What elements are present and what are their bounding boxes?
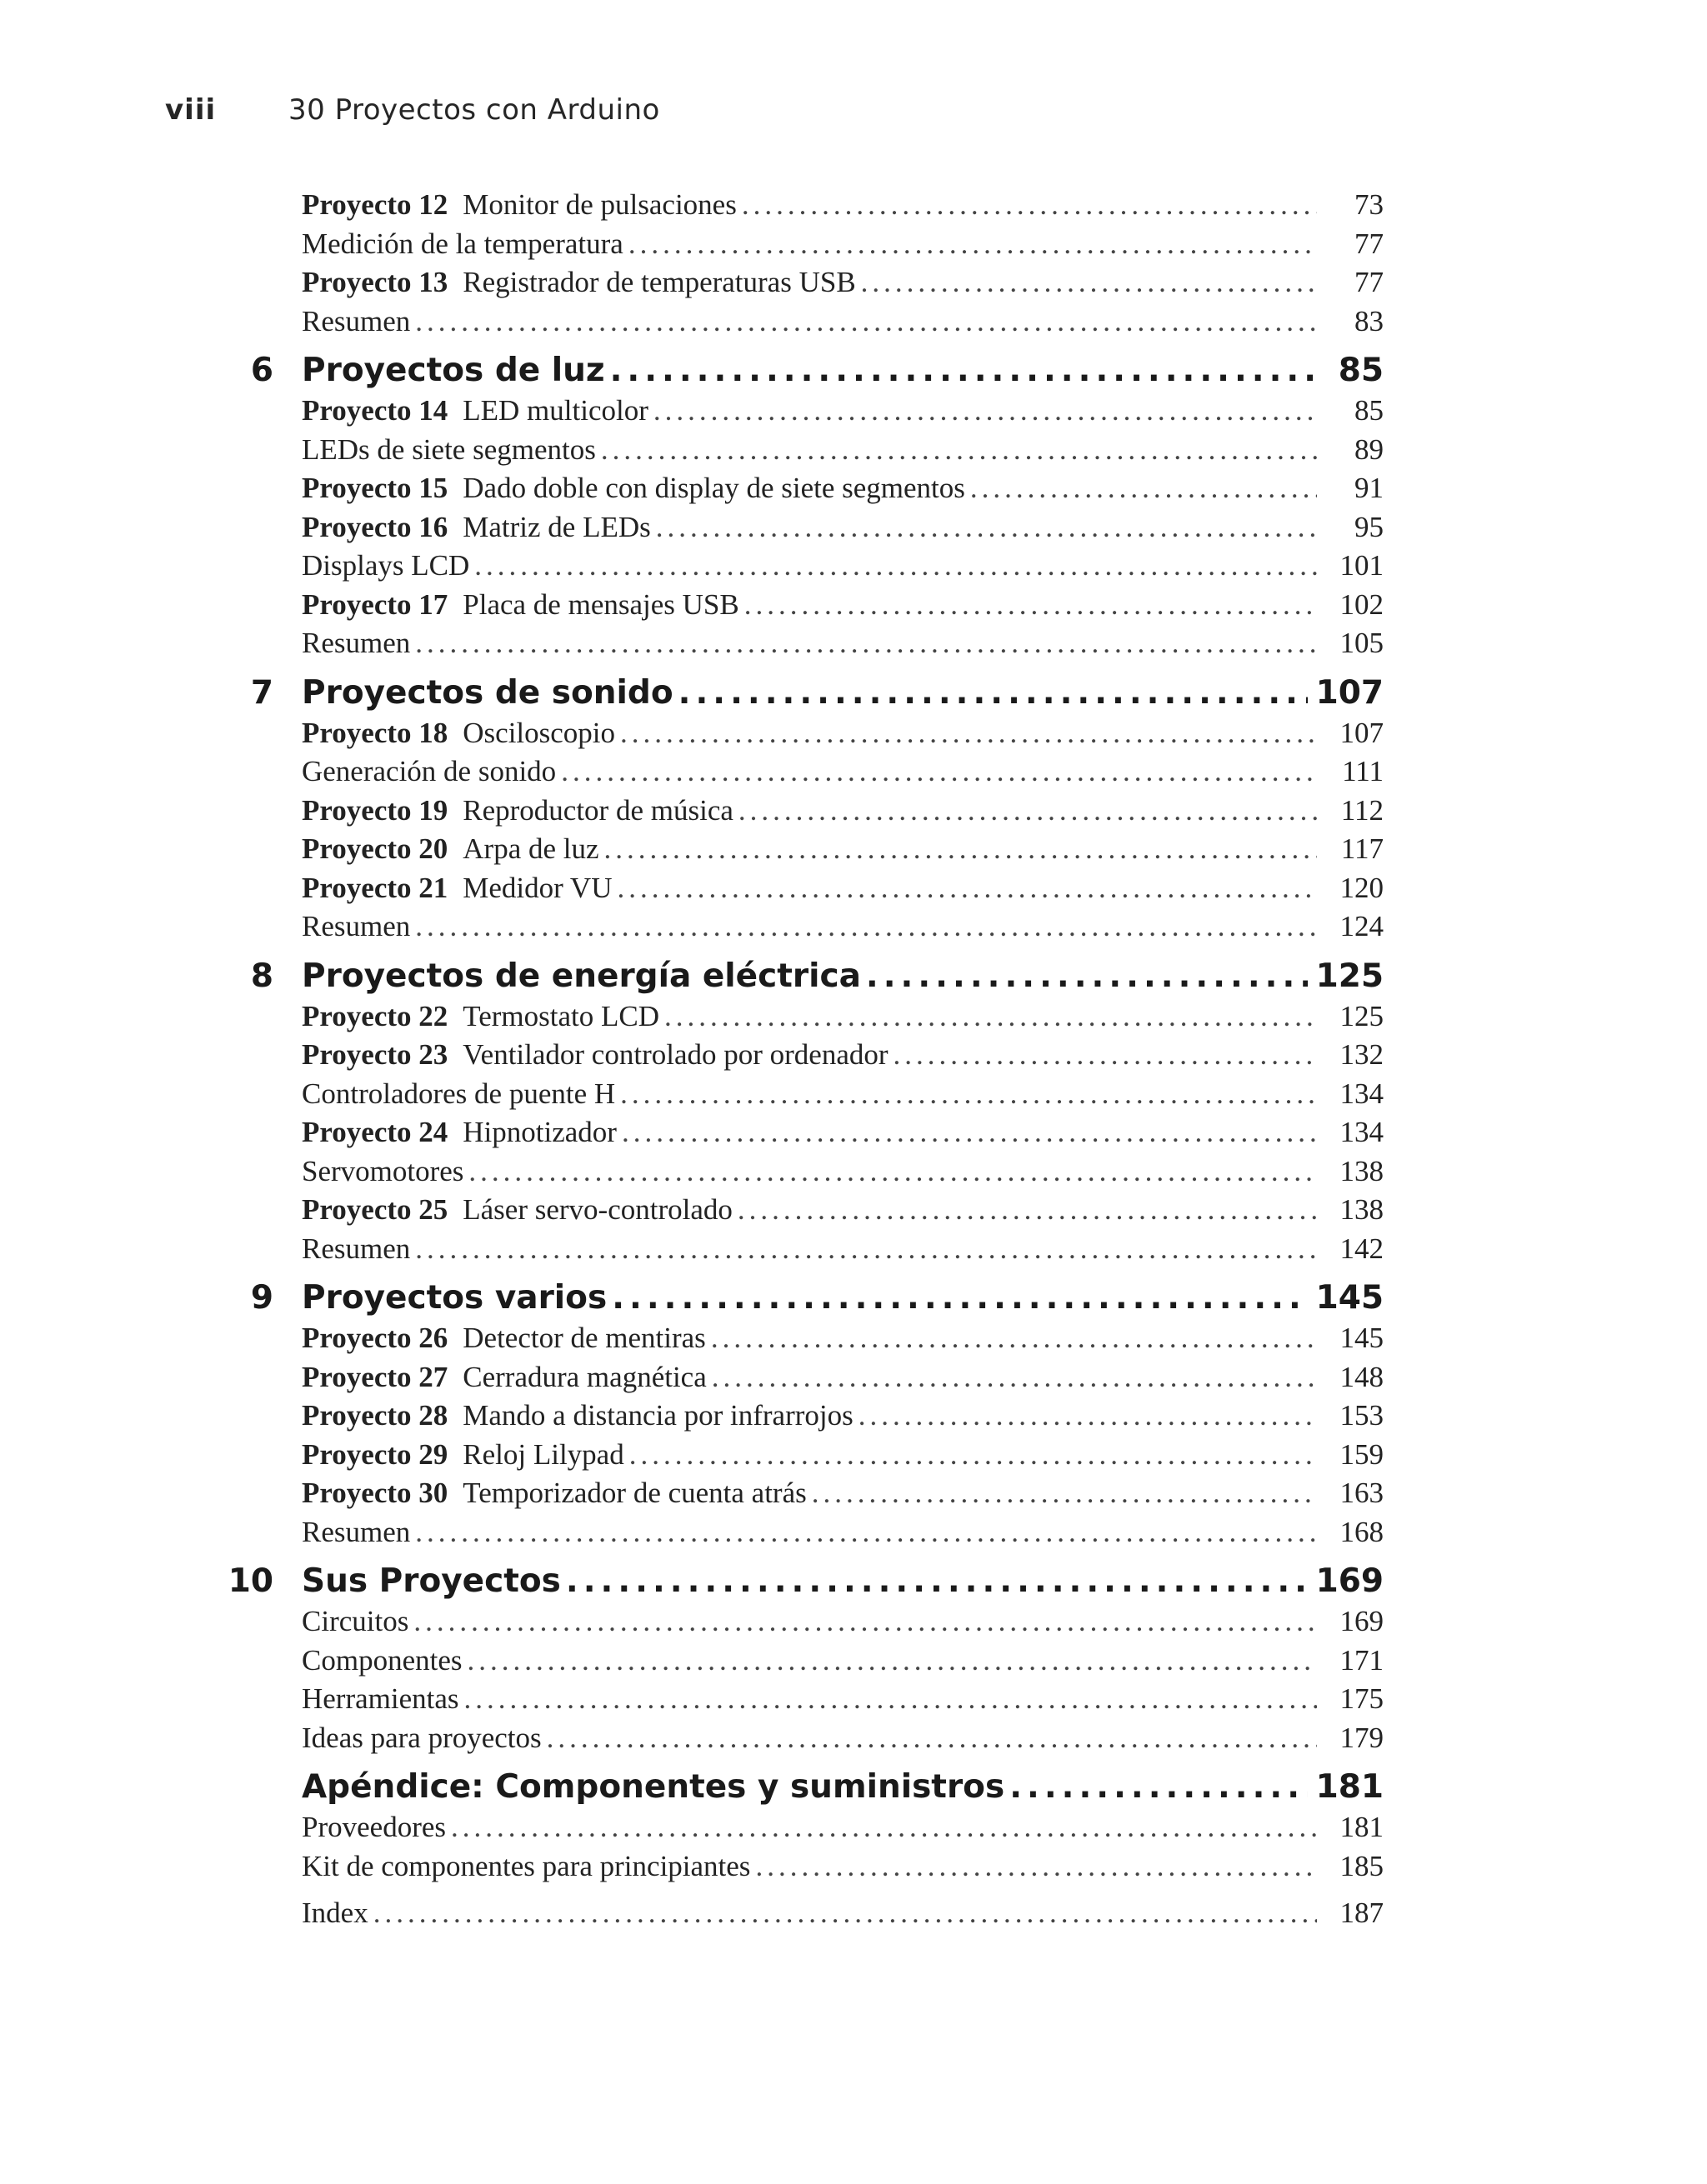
entry-page-number: 159 <box>1339 1437 1384 1471</box>
entry-title: Proyectos de luz <box>302 352 605 389</box>
toc-section-entry <box>200 1722 1384 1761</box>
dot-leader <box>415 1232 1317 1266</box>
dot-leader <box>866 957 1308 995</box>
toc-entry-text <box>302 832 599 866</box>
dot-leader <box>566 1562 1308 1600</box>
toc-entry-text <box>302 352 605 389</box>
toc-entry-text <box>302 1605 408 1638</box>
project-label: Proyecto 13 <box>302 266 448 298</box>
project-label: Proyecto 26 <box>302 1322 448 1354</box>
project-label: Proyecto 14 <box>302 394 448 427</box>
entry-page-number: 134 <box>1339 1077 1384 1110</box>
toc-project-entry <box>200 472 1384 511</box>
toc-entry-text <box>302 472 965 505</box>
entry-page-number: 77 <box>1354 266 1384 298</box>
entry-page-number: 77 <box>1354 227 1384 260</box>
project-label: Proyecto 20 <box>302 832 448 865</box>
entry-page-number: 125 <box>1339 999 1384 1032</box>
dot-leader <box>744 588 1317 622</box>
toc-entry-text <box>302 1682 459 1716</box>
toc-project-entry <box>200 1116 1384 1155</box>
toc-entry-text <box>302 1477 807 1510</box>
toc-chapter-entry <box>200 352 1384 394</box>
entry-title: Generación de sonido <box>302 755 557 787</box>
chapter-number: 9 <box>250 1279 273 1317</box>
entry-page-number: 102 <box>1339 587 1384 621</box>
entry-title: Proyectos de sonido <box>302 673 673 712</box>
dot-leader <box>738 1193 1317 1227</box>
entry-page-number: 134 <box>1339 1116 1384 1148</box>
toc-section-entry <box>200 1897 1384 1936</box>
toc-entry-text <box>302 266 856 299</box>
entry-title: Resumen <box>302 304 411 337</box>
dot-leader <box>712 1361 1317 1394</box>
entry-page-number: 112 <box>1340 793 1384 827</box>
toc-entry-text <box>302 1562 561 1600</box>
dot-leader <box>610 352 1317 389</box>
entry-page-number: 181 <box>1315 1768 1384 1806</box>
toc-section-entry <box>200 549 1384 588</box>
entry-title: Medidor VU <box>463 871 613 904</box>
dot-leader <box>755 1850 1317 1883</box>
toc-entry-text <box>302 1193 733 1227</box>
entry-title: LEDs de siete segmentos <box>302 432 596 466</box>
entry-page-number: 185 <box>1339 1849 1384 1882</box>
toc-entry-text <box>302 755 556 788</box>
toc-project-entry <box>200 717 1384 756</box>
toc-entry-text <box>302 1644 462 1677</box>
toc-project-entry <box>200 1399 1384 1438</box>
entry-page-number: 101 <box>1339 549 1384 582</box>
dot-leader <box>561 755 1317 788</box>
dot-leader <box>601 433 1317 467</box>
dot-leader <box>622 1116 1317 1149</box>
toc-project-entry <box>200 1322 1384 1361</box>
toc-project-entry <box>200 832 1384 872</box>
entry-page-number: 163 <box>1339 1477 1384 1509</box>
entry-title: Osciloscopio <box>463 716 616 749</box>
entry-page-number: 91 <box>1354 472 1384 504</box>
entry-page-number: 142 <box>1339 1232 1384 1265</box>
entry-title: Index <box>302 1897 368 1929</box>
toc-project-entry <box>200 1361 1384 1400</box>
dot-leader <box>468 1155 1317 1188</box>
entry-title: Láser servo-controlado <box>463 1193 733 1226</box>
project-label: Proyecto 29 <box>302 1437 448 1471</box>
toc-project-entry <box>200 1038 1384 1077</box>
toc-project-entry <box>200 188 1384 227</box>
dot-leader <box>628 227 1317 261</box>
dot-leader <box>742 188 1317 222</box>
entry-page-number: 145 <box>1339 1322 1384 1354</box>
toc-section-entry <box>200 433 1384 472</box>
entry-page-number: 145 <box>1315 1279 1384 1317</box>
toc-section-entry <box>200 755 1384 794</box>
chapter-number: 6 <box>250 352 273 389</box>
entry-title: Detector de mentiras <box>463 1322 706 1354</box>
toc-entry-text <box>302 674 673 712</box>
toc-section-entry <box>200 1155 1384 1194</box>
entry-title: Dado doble con display de siete segmentos <box>463 472 965 504</box>
entry-title: Proveedores <box>302 1811 447 1843</box>
toc-section-entry <box>200 1516 1384 1555</box>
dot-leader <box>738 794 1317 827</box>
toc-entry-text <box>302 1811 446 1844</box>
toc-entry-text <box>302 188 737 222</box>
entry-page-number: 181 <box>1339 1811 1384 1843</box>
project-label: Proyecto 15 <box>302 472 448 504</box>
entry-title: Componentes <box>302 1643 463 1677</box>
entry-title: Cerradura magnética <box>463 1360 707 1393</box>
entry-title: Displays LCD <box>302 549 470 582</box>
dot-leader <box>861 266 1317 299</box>
toc-chapter-entry <box>200 957 1384 1000</box>
entry-title: Resumen <box>302 910 411 942</box>
entry-page-number: 111 <box>1342 755 1384 787</box>
dot-leader <box>373 1897 1317 1930</box>
entry-title: Matriz de LEDs <box>463 510 651 543</box>
book-title: 30 Proyectos con Arduino <box>288 93 660 127</box>
toc-entry-text <box>302 1077 615 1111</box>
entry-page-number: 85 <box>1354 394 1384 427</box>
toc-section-entry <box>200 910 1384 949</box>
entry-title: Termostato LCD <box>463 999 659 1032</box>
dot-leader <box>970 472 1317 505</box>
toc-entry-text <box>302 1897 368 1930</box>
entry-title: LED multicolor <box>463 394 648 427</box>
project-label: Proyecto 27 <box>302 1360 448 1393</box>
dot-leader <box>894 1038 1317 1072</box>
entry-title: Ventilador controlado por ordenador <box>463 1038 889 1071</box>
table-of-contents <box>200 188 1384 1936</box>
toc-entry-text <box>302 227 623 261</box>
toc-section-entry <box>200 1811 1384 1850</box>
toc-entry-text <box>302 1361 707 1394</box>
toc-entry-text <box>302 1722 542 1755</box>
dot-leader <box>620 717 1317 750</box>
toc-entry-text <box>302 1768 1004 1806</box>
toc-section-entry <box>200 1232 1384 1272</box>
toc-entry-text <box>302 511 651 544</box>
toc-section-entry <box>200 1077 1384 1117</box>
entry-page-number: 73 <box>1354 188 1384 221</box>
toc-entry-text <box>302 1516 410 1549</box>
entry-title: Circuitos <box>302 1605 409 1637</box>
toc-project-entry <box>200 794 1384 833</box>
entry-title: Proyectos varios <box>302 1279 608 1317</box>
entry-page-number: 179 <box>1339 1721 1384 1754</box>
entry-title: Ideas para proyectos <box>302 1721 542 1754</box>
toc-chapter-entry <box>200 674 1384 717</box>
entry-title: Sus Proyectos <box>302 1562 561 1600</box>
entry-page-number: 105 <box>1339 627 1384 659</box>
toc-entry-text <box>302 627 410 660</box>
dot-leader <box>415 305 1317 338</box>
toc-project-entry <box>200 588 1384 627</box>
chapter-number: 7 <box>250 673 273 712</box>
entry-title: Herramientas <box>302 1682 459 1715</box>
entry-page-number: 171 <box>1339 1643 1384 1677</box>
running-head <box>165 93 660 127</box>
dot-leader <box>604 832 1317 866</box>
toc-chapter-number <box>200 674 302 712</box>
toc-project-entry <box>200 511 1384 550</box>
toc-project-entry <box>200 1477 1384 1516</box>
dot-leader <box>711 1322 1317 1355</box>
project-label: Proyecto 30 <box>302 1477 448 1509</box>
entry-title: Medición de la temperatura <box>302 227 623 260</box>
entry-title: Servomotores <box>302 1154 464 1187</box>
entry-page-number: 169 <box>1339 1605 1384 1637</box>
project-label: Proyecto 12 <box>302 188 448 221</box>
entry-title: Reproductor de música <box>463 793 733 827</box>
toc-chapter-number <box>200 1768 302 1806</box>
toc-entry-text <box>302 1155 463 1188</box>
entry-title: Controladores de puente H <box>302 1077 616 1110</box>
dot-leader <box>678 674 1308 712</box>
dot-leader <box>612 1279 1307 1317</box>
entry-title: Proyectos de energía eléctrica <box>302 957 861 995</box>
toc-section-entry <box>200 1850 1384 1889</box>
toc-entry-text <box>302 394 648 427</box>
entry-title: Reloj Lilypad <box>463 1437 624 1471</box>
dot-leader <box>664 1000 1317 1033</box>
dot-leader <box>656 511 1317 544</box>
toc-chapter-number <box>200 1279 302 1317</box>
entry-page-number: 148 <box>1339 1360 1384 1393</box>
toc-entry-text <box>302 957 861 995</box>
project-label: Proyecto 16 <box>302 510 448 543</box>
toc-section-entry <box>200 627 1384 666</box>
entry-title: Resumen <box>302 1232 411 1265</box>
entry-title: Apéndice: Componentes y suministros <box>302 1768 1005 1806</box>
toc-project-entry <box>200 872 1384 911</box>
project-label: Proyecto 21 <box>302 871 448 904</box>
entry-page-number: 89 <box>1354 432 1384 466</box>
entry-page-number: 132 <box>1339 1038 1384 1071</box>
project-label: Proyecto 24 <box>302 1116 448 1148</box>
toc-section-entry <box>200 305 1384 344</box>
entry-title: Placa de mensajes USB <box>463 587 739 621</box>
toc-section-entry <box>200 1682 1384 1722</box>
entry-page-number: 124 <box>1339 910 1384 942</box>
toc-section-entry <box>200 1605 1384 1644</box>
toc-chapter-number <box>200 957 302 995</box>
toc-chapter-number <box>200 352 302 389</box>
project-label: Proyecto 22 <box>302 999 448 1032</box>
dot-leader <box>653 394 1317 427</box>
entry-page-number: 120 <box>1339 871 1384 904</box>
page-number: viii <box>165 93 217 127</box>
chapter-number: 10 <box>228 1562 273 1600</box>
entry-title: Kit de componentes para principiantes <box>302 1849 751 1882</box>
toc-project-entry <box>200 1000 1384 1039</box>
toc-chapter-entry <box>200 1768 1384 1811</box>
toc-section-entry <box>200 1644 1384 1683</box>
entry-title: Monitor de pulsaciones <box>463 188 737 221</box>
entry-title: Hipnotizador <box>463 1116 617 1148</box>
project-label: Proyecto 28 <box>302 1399 448 1432</box>
dot-leader <box>413 1605 1317 1638</box>
entry-page-number: 95 <box>1354 510 1384 543</box>
entry-page-number: 187 <box>1339 1897 1384 1929</box>
entry-page-number: 169 <box>1315 1562 1384 1600</box>
toc-entry-text <box>302 1116 617 1149</box>
toc-chapter-entry <box>200 1562 1384 1605</box>
toc-entry-text <box>302 1438 624 1472</box>
project-label: Proyecto 19 <box>302 793 448 827</box>
dot-leader <box>474 549 1317 582</box>
entry-page-number: 168 <box>1339 1515 1384 1548</box>
project-label: Proyecto 18 <box>302 716 448 749</box>
entry-title: Resumen <box>302 627 411 659</box>
toc-entry-text <box>302 1850 750 1883</box>
entry-page-number: 175 <box>1339 1682 1384 1715</box>
toc-project-entry <box>200 1438 1384 1477</box>
dot-leader <box>415 910 1317 943</box>
dot-leader <box>859 1399 1317 1432</box>
toc-entry-text <box>302 1038 889 1072</box>
toc-entry-text <box>302 717 615 750</box>
dot-leader <box>451 1811 1317 1844</box>
entry-page-number: 153 <box>1339 1399 1384 1432</box>
toc-entry-text <box>302 910 410 943</box>
entry-title: Mando a distancia por infrarrojos <box>463 1399 854 1432</box>
toc-entry-text <box>302 872 612 905</box>
dot-leader <box>617 872 1317 905</box>
dot-leader <box>812 1477 1317 1510</box>
entry-title: Arpa de luz <box>463 832 599 865</box>
toc-entry-text <box>302 1232 410 1266</box>
entry-page-number: 138 <box>1339 1154 1384 1187</box>
entry-title: Resumen <box>302 1515 411 1548</box>
chapter-number: 8 <box>250 957 273 995</box>
toc-entry-text <box>302 1322 706 1355</box>
toc-project-entry <box>200 266 1384 305</box>
toc-section-entry <box>200 227 1384 267</box>
entry-title: Registrador de temperaturas USB <box>463 266 856 298</box>
dot-leader <box>1009 1768 1307 1806</box>
entry-page-number: 107 <box>1339 716 1384 749</box>
toc-entry-text <box>302 549 469 582</box>
toc-chapter-entry <box>200 1279 1384 1322</box>
dot-leader <box>415 1516 1317 1549</box>
dot-leader <box>629 1438 1317 1472</box>
toc-entry-text <box>302 1399 854 1432</box>
dot-leader <box>547 1722 1317 1755</box>
toc-project-entry <box>200 1193 1384 1232</box>
entry-page-number: 117 <box>1340 832 1384 865</box>
entry-page-number: 125 <box>1315 957 1384 995</box>
entry-page-number: 107 <box>1315 673 1384 712</box>
dot-leader <box>467 1644 1317 1677</box>
toc-entry-text <box>302 1279 607 1317</box>
dot-leader <box>415 627 1317 660</box>
dot-leader <box>464 1682 1317 1716</box>
toc-chapter-number <box>200 1562 302 1600</box>
project-label: Proyecto 25 <box>302 1193 448 1226</box>
entry-page-number: 138 <box>1339 1193 1384 1226</box>
toc-entry-text <box>302 588 739 622</box>
entry-page-number: 85 <box>1338 352 1384 389</box>
dot-leader <box>620 1077 1317 1111</box>
entry-page-number: 83 <box>1354 304 1384 337</box>
project-label: Proyecto 23 <box>302 1038 448 1071</box>
entry-title: Temporizador de cuenta atrás <box>463 1477 807 1509</box>
toc-entry-text <box>302 1000 659 1033</box>
project-label: Proyecto 17 <box>302 587 448 621</box>
toc-entry-text <box>302 305 410 338</box>
toc-project-entry <box>200 394 1384 433</box>
toc-entry-text <box>302 794 733 827</box>
toc-entry-text <box>302 433 596 467</box>
